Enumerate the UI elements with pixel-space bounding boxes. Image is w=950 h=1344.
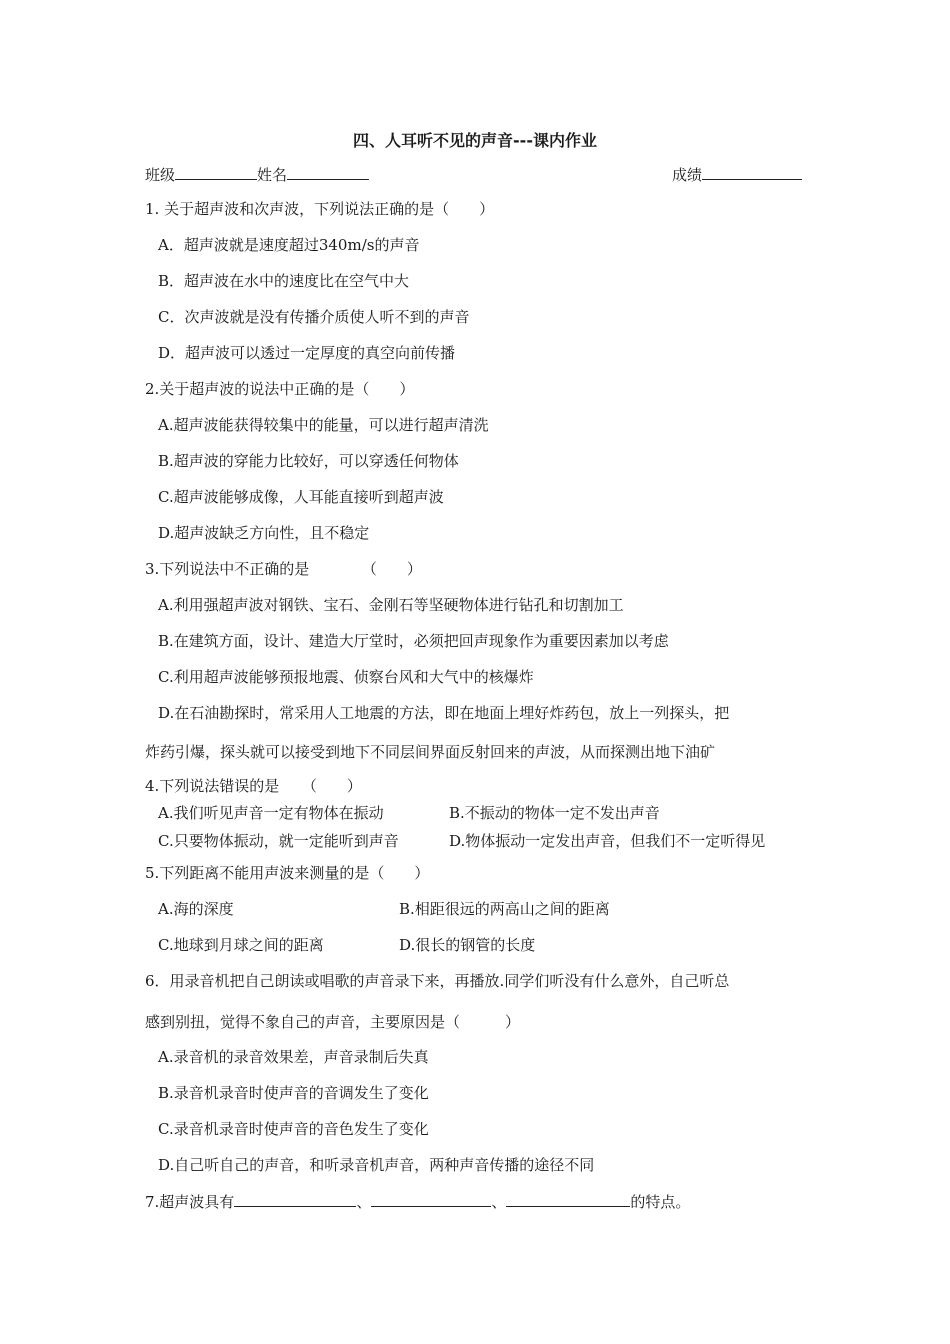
option-item: D.很长的钢管的长度 [399, 936, 536, 954]
option-item: C.只要物体振动，就一定能听到声音 [158, 832, 399, 850]
option-item: A.超声波能获得较集中的能量，可以进行超声清洗 [158, 416, 489, 434]
option-item: D.自己听自己的声音，和听录音机声音，两种声音传播的途径不同 [158, 1156, 595, 1174]
option-item: D.超声波缺乏方向性，且不稳定 [158, 524, 370, 542]
option-item: B．超声波在水中的速度比在空气中大 [158, 272, 410, 290]
class-field [145, 164, 369, 185]
name-label: 姓名 [257, 166, 288, 184]
score-label: 成绩 [672, 166, 703, 184]
option-item: D．超声波可以透过一定厚度的真空向前传播 [158, 344, 456, 362]
question-stem: 4.下列说法错误的是 （ ） [145, 777, 362, 795]
question-stem: 5.下列距离不能用声波来测量的是（ ） [145, 864, 430, 882]
class-label: 班级 [145, 166, 176, 184]
name-blank[interactable] [287, 164, 369, 180]
page-title: 四、人耳听不见的声音---课内作业 [353, 131, 597, 150]
question-stem: 2.关于超声波的说法中正确的是（ ） [145, 380, 415, 398]
option-item: B.在建筑方面，设计、建造大厅堂时，必须把回声现象作为重要因素加以考虑 [158, 632, 669, 650]
class-blank[interactable] [175, 164, 257, 180]
option-item: A.利用强超声波对钢铁、宝石、金刚石等坚硬物体进行钻孔和切割加工 [158, 596, 624, 614]
option-item: C．次声波就是没有传播介质使人听不到的声音 [158, 308, 470, 326]
question-stem-prefix: 7.超声波具有 [145, 1193, 235, 1211]
option-item: B.录音机录音时使声音的音调发生了变化 [158, 1084, 429, 1102]
answer-blank-3[interactable] [506, 1191, 630, 1207]
option-item: D.在石油勘探时，常采用人工地震的方法，即在地面上埋好炸药包，放上一列探头，把 [158, 704, 730, 722]
score-field [672, 164, 802, 185]
option-item: C.利用超声波能够预报地震、侦察台风和大气中的核爆炸 [158, 668, 534, 686]
option-item: B.不振动的物体一定不发出声音 [449, 804, 660, 822]
option-item: B.超声波的穿能力比较好，可以穿透任何物体 [158, 452, 459, 470]
question-stem-continuation: 感到别扭，觉得不象自己的声音，主要原因是（ ） [145, 1013, 521, 1031]
option-item: A.海的深度 [158, 900, 234, 918]
option-continuation: 炸药引爆，探头就可以接受到地下不同层间界面反射回来的声波，从而探测出地下油矿 [145, 743, 716, 761]
separator: 、 [356, 1193, 372, 1211]
question-stem: 3.下列说法中不正确的是 （ ） [145, 560, 422, 578]
score-blank[interactable] [702, 164, 802, 180]
option-item: D.物体振动一定发出声音，但我们不一定听得见 [449, 832, 766, 850]
option-item: C.地球到月球之间的距离 [158, 936, 324, 954]
question-stem: 6．用录音机把自己朗读或唱歌的声音录下来，再播放.同学们听没有什么意外，自己听总 [145, 972, 730, 990]
separator: 、 [491, 1193, 507, 1211]
question-fill-in [145, 1191, 690, 1212]
option-item: A.录音机的录音效果差，声音录制后失真 [158, 1048, 429, 1066]
option-item: A．超声波就是速度超过340m/s的声音 [158, 236, 420, 254]
answer-blank-2[interactable] [371, 1191, 491, 1207]
option-item: A.我们听见声音一定有物体在振动 [158, 804, 384, 822]
question-stem: 1. 关于超声波和次声波，下列说法正确的是（ ） [145, 200, 495, 218]
answer-blank-1[interactable] [234, 1191, 356, 1207]
option-item: B.相距很远的两高山之间的距离 [399, 900, 610, 918]
question-stem-suffix: 的特点。 [630, 1193, 691, 1211]
option-item: C.超声波能够成像，人耳能直接听到超声波 [158, 488, 444, 506]
option-item: C.录音机录音时使声音的音色发生了变化 [158, 1120, 429, 1138]
